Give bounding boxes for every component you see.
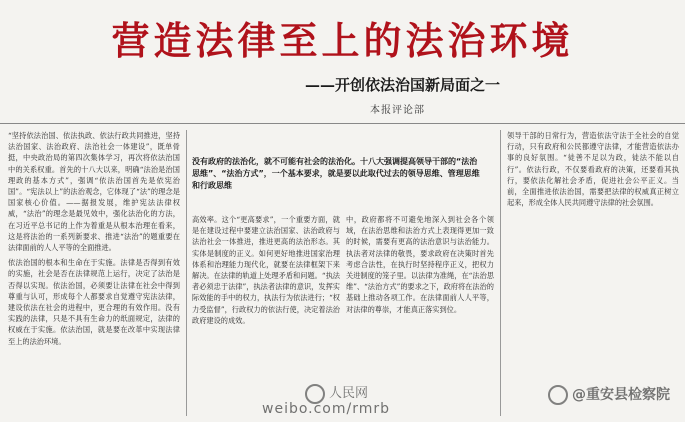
pull-quote: 没有政府的法治化，就不可能有社会的法治化。十八大强调提高领导干部的“法治思维”、“法治方式”，一个基本要求，就是要以此取代过去的领导思维、管理思维和行政思维 [192, 157, 480, 190]
weibo-url-watermark: weibo.com/rmrb [262, 401, 391, 417]
byline: 本报评论部 [370, 105, 425, 116]
column-divider-2 [500, 130, 501, 416]
article-column-1 [8, 130, 180, 416]
weibo-handle: 人民网 [329, 386, 369, 401]
article-column-4 [507, 130, 679, 416]
top-divider [0, 123, 685, 124]
column-2-text: 高效率。这个“更高要求”，一个重要方面，就是在建设过程中要建立法治国家、法治政府与法治社会一体推进，推进更高的法治形态。其实体是制度的正义。如何更好地推进国家治理体系和治理能力现代化，就要在法律框架下来解决。在法律的轨道上处理矛盾和问题。“执法者必须忠于法律”，执法者法律的意识，发挥实际效能的手中的权力，执法行为依法进行；“权力受监督”，行政权力的依法行使，决定着法治政府建设的成效。 [192, 215, 340, 325]
headline: 营造法律至上的法治环境 [111, 19, 574, 63]
account-handle: @重安县检察院 [572, 387, 670, 403]
column-3-text: 中，政府都将不可避免地深入到社会各个领域，在法治思维和法治方式上表现得更加一致的时候，需要有更高的法治意识与法治能力。执法者对法律的敬畏，要求政府在决策时首先考虑合法性，在执行时坚持程序正义，把权力关进制度的笼子里。以法律为准绳，在“法治思维”、“法治方式”的要求之下，政府将在法治的基础上推动各项工作。在法律面前人人平等，对法律的尊崇，才能真正落实到位。 [346, 215, 494, 314]
column-1-text-b: 依法治国的根本和生命在于实施。法律是否得到有效的实施，社会是否在法律规范上运行，决定了法治是否得以实现。依法治国，必须要让法律在社会中得到尊重与认可，形成每个人都要求自觉遵守宪法法律，建设依法在社会的进程中，更合理的有效作用。没有实践的法律，只是不具有生命力的纸面规定，法律的权威在于实施。依法治国，就是要在改革中实现法律至上的法治环境。 [8, 258, 180, 346]
column-1-text: “坚持依法治国、依法执政、依法行政共同推进，坚持法治国家、法治政府、法治社会一体建设”，既单骨挺，中央政治局的第四次集体学习，再次将依法治国中的关系权重。首先的十八大以来，明确“法治是治国理政的基本方式”，强调“依法治国首先是依宪治国”。“宪法以上”的法治观念，它体现了“法”的理念是国家核心价值。——据报发展，维护宪法法律权威，“法治”的理念是最见效中，强化法治化的方法，在习近平总书记的上作为着重是从根本治理在看来，这是将法治的一系列新要求、推进“法治”的题重要在法律面前的人人平等的全面推进。 [8, 131, 180, 253]
article-column-3 [346, 214, 494, 414]
column-divider-1 [186, 130, 187, 416]
weibo-icon-right [548, 385, 568, 405]
column-4-text: 领导干部的日常行为，营造依法守法于全社会的自觉行动，只有政府和公民都遵守法律，才能营造依法办事的良好氛围。“徒善不足以为政，徒法不能以自行”。依法行政，不仅要看政府的决策，还要看其执行，要依法化解社会矛盾，促进社会公平正义。当前，全面推进依法治国，需要把法律的权威真正树立起来，形成全体人民共同遵守法律的社会氛围。 [507, 131, 679, 208]
subtitle: ——开创依法治国新局面之一 [304, 76, 500, 94]
account-watermark [548, 384, 670, 405]
